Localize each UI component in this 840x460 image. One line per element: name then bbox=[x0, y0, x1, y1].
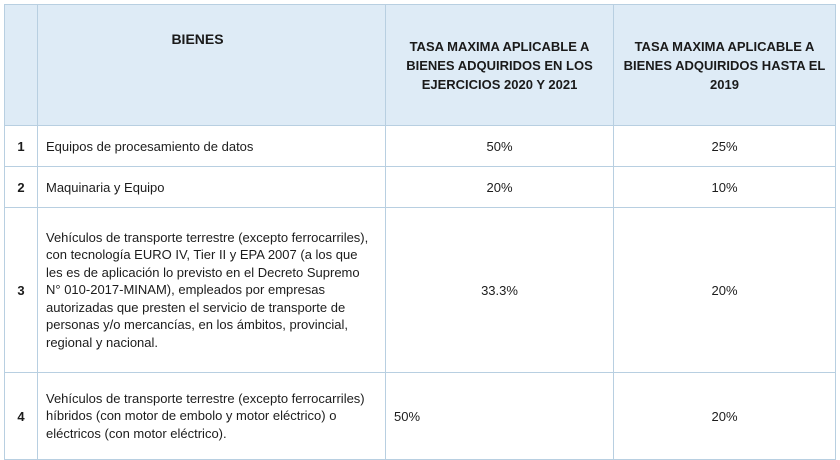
table-row bbox=[5, 373, 836, 460]
depreciation-rates-table bbox=[4, 4, 836, 460]
row-number: 4 bbox=[5, 373, 38, 460]
row-rate-2020-2021: 20% bbox=[386, 167, 614, 208]
row-rate-until-2019: 25% bbox=[614, 126, 836, 167]
row-rate-until-2019: 20% bbox=[614, 208, 836, 373]
header-rate-until-2019: TASA MAXIMA APLICABLE A BIENES ADQUIRIDOS HASTA EL 2019 bbox=[614, 5, 836, 126]
row-number: 1 bbox=[5, 126, 38, 167]
table-row bbox=[5, 126, 836, 167]
row-bienes: Vehículos de transporte terrestre (excepto ferrocarriles), con tecnología EURO IV, Tier II y EPA 2007 (a los que les es de aplicación lo previsto en el Decreto Supremo N° 010-2017-MINAM), empleados por empresas autorizadas que presten el servicio de transporte de personas y/o mercancías, en los ámbitos, provincial, regional y nacional. bbox=[38, 208, 386, 373]
depreciation-rates-table-container bbox=[4, 4, 836, 460]
row-rate-2020-2021: 50% bbox=[386, 126, 614, 167]
row-rate-2020-2021: 50% bbox=[386, 373, 614, 460]
row-number: 2 bbox=[5, 167, 38, 208]
table-body bbox=[5, 126, 836, 460]
table-row bbox=[5, 167, 836, 208]
row-number: 3 bbox=[5, 208, 38, 373]
row-rate-until-2019: 20% bbox=[614, 373, 836, 460]
table-header bbox=[5, 5, 836, 126]
header-rate-2020-2021: TASA MAXIMA APLICABLE A BIENES ADQUIRIDOS EN LOS EJERCICIOS 2020 Y 2021 bbox=[386, 5, 614, 126]
table-row bbox=[5, 208, 836, 373]
header-row bbox=[5, 5, 836, 126]
header-bienes: BIENES bbox=[38, 5, 386, 126]
row-rate-until-2019: 10% bbox=[614, 167, 836, 208]
header-number bbox=[5, 5, 38, 126]
row-rate-2020-2021: 33.3% bbox=[386, 208, 614, 373]
row-bienes: Equipos de procesamiento de datos bbox=[38, 126, 386, 167]
row-bienes: Maquinaria y Equipo bbox=[38, 167, 386, 208]
row-bienes: Vehículos de transporte terrestre (excepto ferrocarriles) híbridos (con motor de embolo y motor eléctrico) o eléctricos (con motor eléctrico). bbox=[38, 373, 386, 460]
